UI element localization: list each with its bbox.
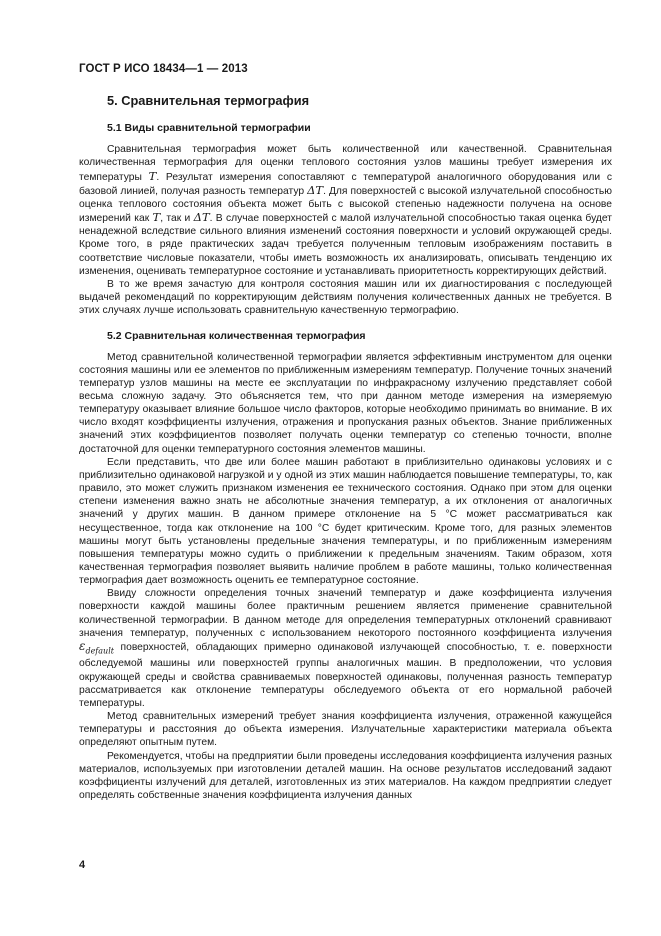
document-header: ГОСТ Р ИСО 18434—1 — 2013 xyxy=(79,63,248,75)
paragraph-1: Сравнительная термография может быть количественной или качественной. Сравнительная количественная термография для оценки теплового состояния узлов машины требует измерения их температуры T. Результат измерения сопоставляют с температурой аналогичного оборудования или с базовой линией, получая разность температур ΔT. Для поверхностей с высокой излучательной способностью оценка теплового состояния объекта может быть с высокой степенью надежности получена на основе измерений как T, так и ΔT. В случае поверхностей с малой излучательной способностью такая оценка будет ненадежной вследствие сильного влияния изменений состояния поверхности и условий окружающей среды. Кроме того, в ряде практических задач требуется полученным тепловым изображениям поставить в соответствие числовые показатели, чтобы иметь возможность их анализировать, описывать тенденцию их изменения, оценивать температурное состояние и устанавливать приоритетность корректирующих действий. xyxy=(79,144,613,277)
subsection-title-5-2: 5.2 Сравнительная количественная термография xyxy=(107,330,366,343)
document-body xyxy=(79,88,612,802)
subsection-title-5-1: 5.1 Виды сравнительной термографии xyxy=(107,122,311,135)
page-number: 4 xyxy=(79,859,86,871)
paragraph-3: Метод сравнительной количественной термографии является эффективным инструментом для оценки состояния машины или ее элементов по приближенным измерениям температур. Получение точных значений температур узлов машины на месте ее эксплуатации по инфракрасному излучению представляет собой весьма сложную задачу. Это объясняется тем, что при данном методе измерения на измеряемую температуру оказывает влияние большое число факторов, которые необходимо принимать во внимание. В их число входят коэффициенты излучения, отражения и пропускания разных объектов. Знание приближенных значений этих коэффициентов позволяет получать оценки температур со степенью точности, вполне достаточной для оценки температурного состояния элементов машины. xyxy=(79,351,612,455)
section-title: 5. Сравнительная термография xyxy=(107,93,310,108)
paragraph-5: Ввиду сложности определения точных значений температур и даже коэффициента излучения поверхности каждой машины более практичным решением является применение сравнительной количественной термографии. В данном методе для определения температурных отклонений сравнивают значения температур, полученных с использованием некоторого постоянного коэффициента излучения $\varepsilon_{default}$ поверхностей, обладающих примерно одинаковой излучающей способностью, т. е. поверхности обследуемой машины или поверхностей группы аналогичных машин. В предположении, что условия окружающей среды и свойства сравниваемых поверхностей одинаковы, полученная разность температур рассматривается как отклонение температуры обследуемого объекта от его нормальной рабочей температуры. xyxy=(79,588,612,709)
paragraph-4: Если представить, что две или более машин работают в приблизительно одинаковы условиях и с приблизительно одинаковой нагрузкой и у одной из этих машин наблюдается повышение температуры, то, как правило, это может служить признаком изменения ее технического состояния. Однако при этом для оценки степени изменения важно знать не абсолютные значения температур, а их отклонения от аналогичных значений у других машин. В данном примере отклонение на 5 °С может рассматриваться как несущественное, тогда как отклонение на 100 °С будет критическим. Кроме того, для разных элементов машины могут быть установлены предельные значения температуры, и по приближенным измерениям повышения температуры можно судить о приближении к предельным значениям. Таким образом, хотя качественная термография позволяет выявить наличие проблем в работе машины, только количественная термография дает возможность оценить ее температурное состояние. xyxy=(79,456,612,587)
paragraph-7: Рекомендуется, чтобы на предприятии были проведены исследования коэффициента излучения разных материалов, используемых при изготовлении деталей машин. На основе результатов исследований задают коэффициенты излучений для деталей, изготовленных из этих материалов. На каждом предприятии следует определять собственные значения коэффициента излучения данных xyxy=(79,750,612,802)
math-delta-T: ΔT xyxy=(307,182,324,197)
math-T: T xyxy=(148,168,157,183)
paragraph-6: Метод сравнительных измерений требует знания коэффициента излучения, отраженной кажущейся температуры и расстояния до объекта измерения. Излучательные характеристики материала объекта определяют опытным путем. xyxy=(79,711,612,749)
math-epsilon-default: $\varepsilon_{default}$ xyxy=(79,638,114,656)
paragraph-2: В то же время зачастую для контроля состояния машин или их диагностирования с последующей выдачей рекомендаций по корректирующим действиям получения количественных данных не требуется. В этих случаях лучше использовать сравнительную качественную термографию. xyxy=(79,278,612,317)
math-T: T xyxy=(152,210,161,225)
math-delta-T: ΔT xyxy=(193,210,210,225)
